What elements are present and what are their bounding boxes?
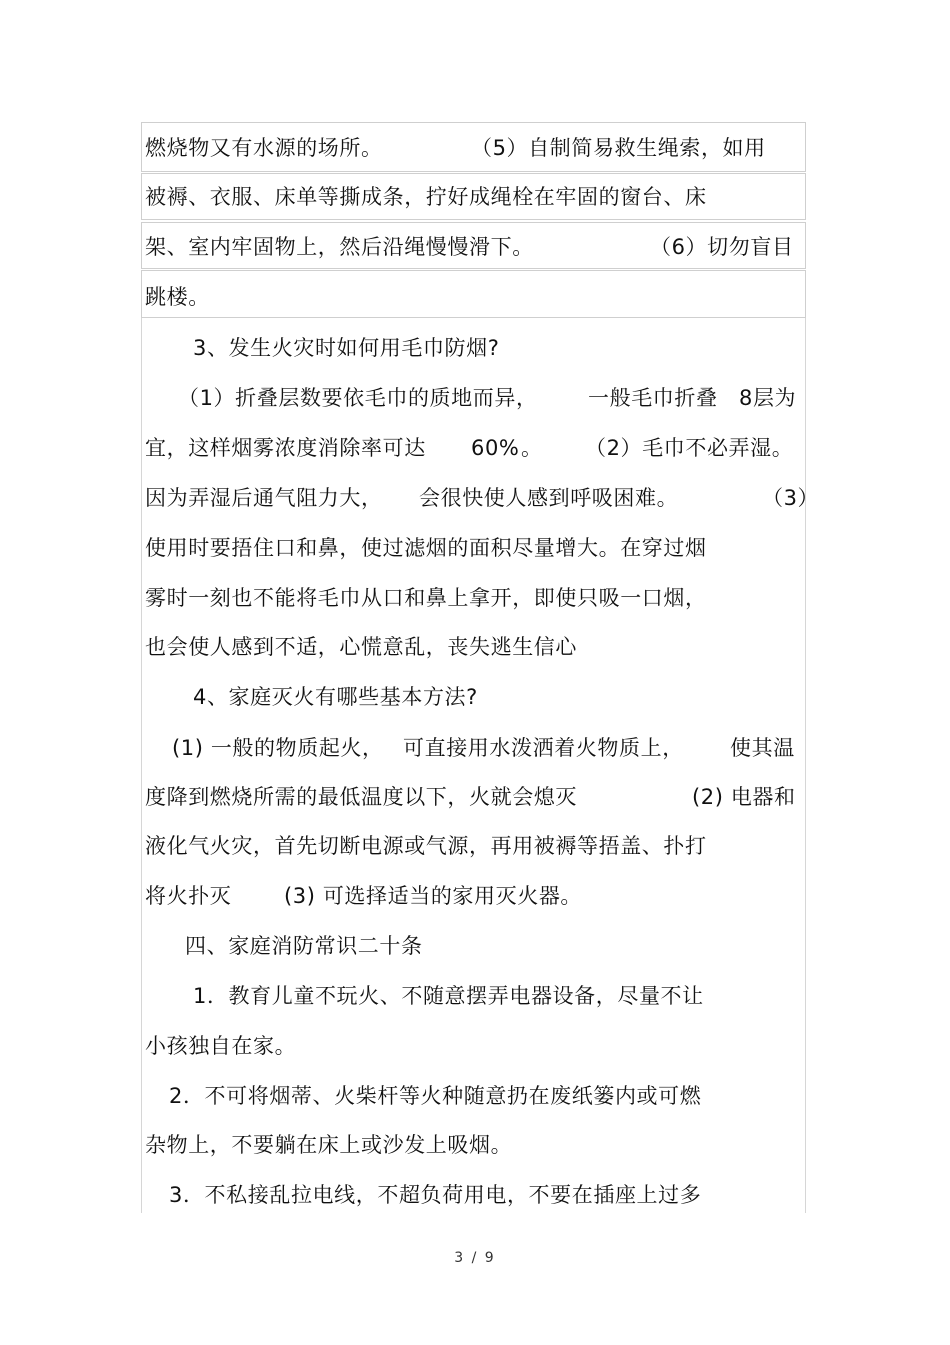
- text-line: （3）: [762, 486, 820, 510]
- text-line: 8层为: [739, 386, 797, 410]
- text-line: 小孩独自在家。: [145, 1034, 297, 1058]
- text-line: 杂物上，不要躺在床上或沙发上吸烟。: [145, 1133, 513, 1157]
- text-line: 燃烧物又有水源的场所。: [145, 136, 383, 160]
- text-line: 将火扑灭: [145, 884, 232, 908]
- text-line: 架、室内牢固物上，然后沿绳慢慢滑下。: [145, 235, 534, 259]
- text-line: 跳楼。: [145, 285, 210, 309]
- text-line: 液化气火灾，首先切断电源或气源，再用被褥等捂盖、扑打: [145, 834, 707, 858]
- text-line: 因为弄湿后通气阻力大，: [145, 486, 383, 510]
- text-line: （6）切勿盲目: [650, 235, 794, 259]
- page-number: 3 / 9: [454, 1250, 496, 1266]
- section-heading: 四、家庭消防常识二十条: [185, 934, 423, 958]
- text-line: (2) 电器和: [692, 785, 796, 809]
- list-item: 3．不私接乱拉电线，不超负荷用电，不要在插座上过多: [169, 1183, 702, 1207]
- text-line: 使用时要捂住口和鼻，使过滤烟的面积尽量增大。在穿过烟: [145, 536, 707, 560]
- section-heading: 4、家庭灭火有哪些基本方法?: [193, 685, 478, 709]
- text-line: 可直接用水泼洒着火物质上，: [403, 736, 684, 760]
- text-line: 。: [521, 436, 543, 460]
- list-item: 2．不可将烟蒂、火柴杆等火种随意扔在废纸篓内或可燃: [169, 1084, 702, 1108]
- section-heading: 3、发生火灾时如何用毛巾防烟?: [193, 336, 500, 360]
- text-line: 被褥、衣服、床单等撕成条，拧好成绳栓在牢固的窗台、床: [145, 185, 707, 209]
- text-line: (3) 可选择适当的家用灭火器。: [284, 884, 583, 908]
- text-line: 宜，这样烟雾浓度消除率可达: [145, 436, 426, 460]
- text-line: 度降到燃烧所需的最低温度以下，火就会熄灭: [145, 785, 577, 809]
- list-item: 1．教育儿童不玩火、不随意摆弄电器设备，尽量不让: [193, 984, 704, 1008]
- text-line: (1) 一般的物质起火，: [172, 736, 384, 760]
- text-line: （2）毛巾不必弄湿。: [585, 436, 794, 460]
- table-row: [141, 270, 806, 318]
- text-line: 60%: [471, 436, 520, 460]
- text-line: （5）自制简易救生绳索，如用: [471, 136, 766, 160]
- text-line: 会很快使人感到呼吸困难。: [419, 486, 679, 510]
- text-line: （1）折叠层数要依毛巾的质地而异，: [178, 386, 538, 410]
- text-line: 也会使人感到不适，心慌意乱，丧失逃生信心: [145, 635, 577, 659]
- text-line: 使其温: [730, 736, 795, 760]
- text-line: 一般毛巾折叠: [588, 386, 718, 410]
- text-line: 雾时一刻也不能将毛巾从口和鼻上拿开，即使只吸一口烟，: [145, 586, 707, 610]
